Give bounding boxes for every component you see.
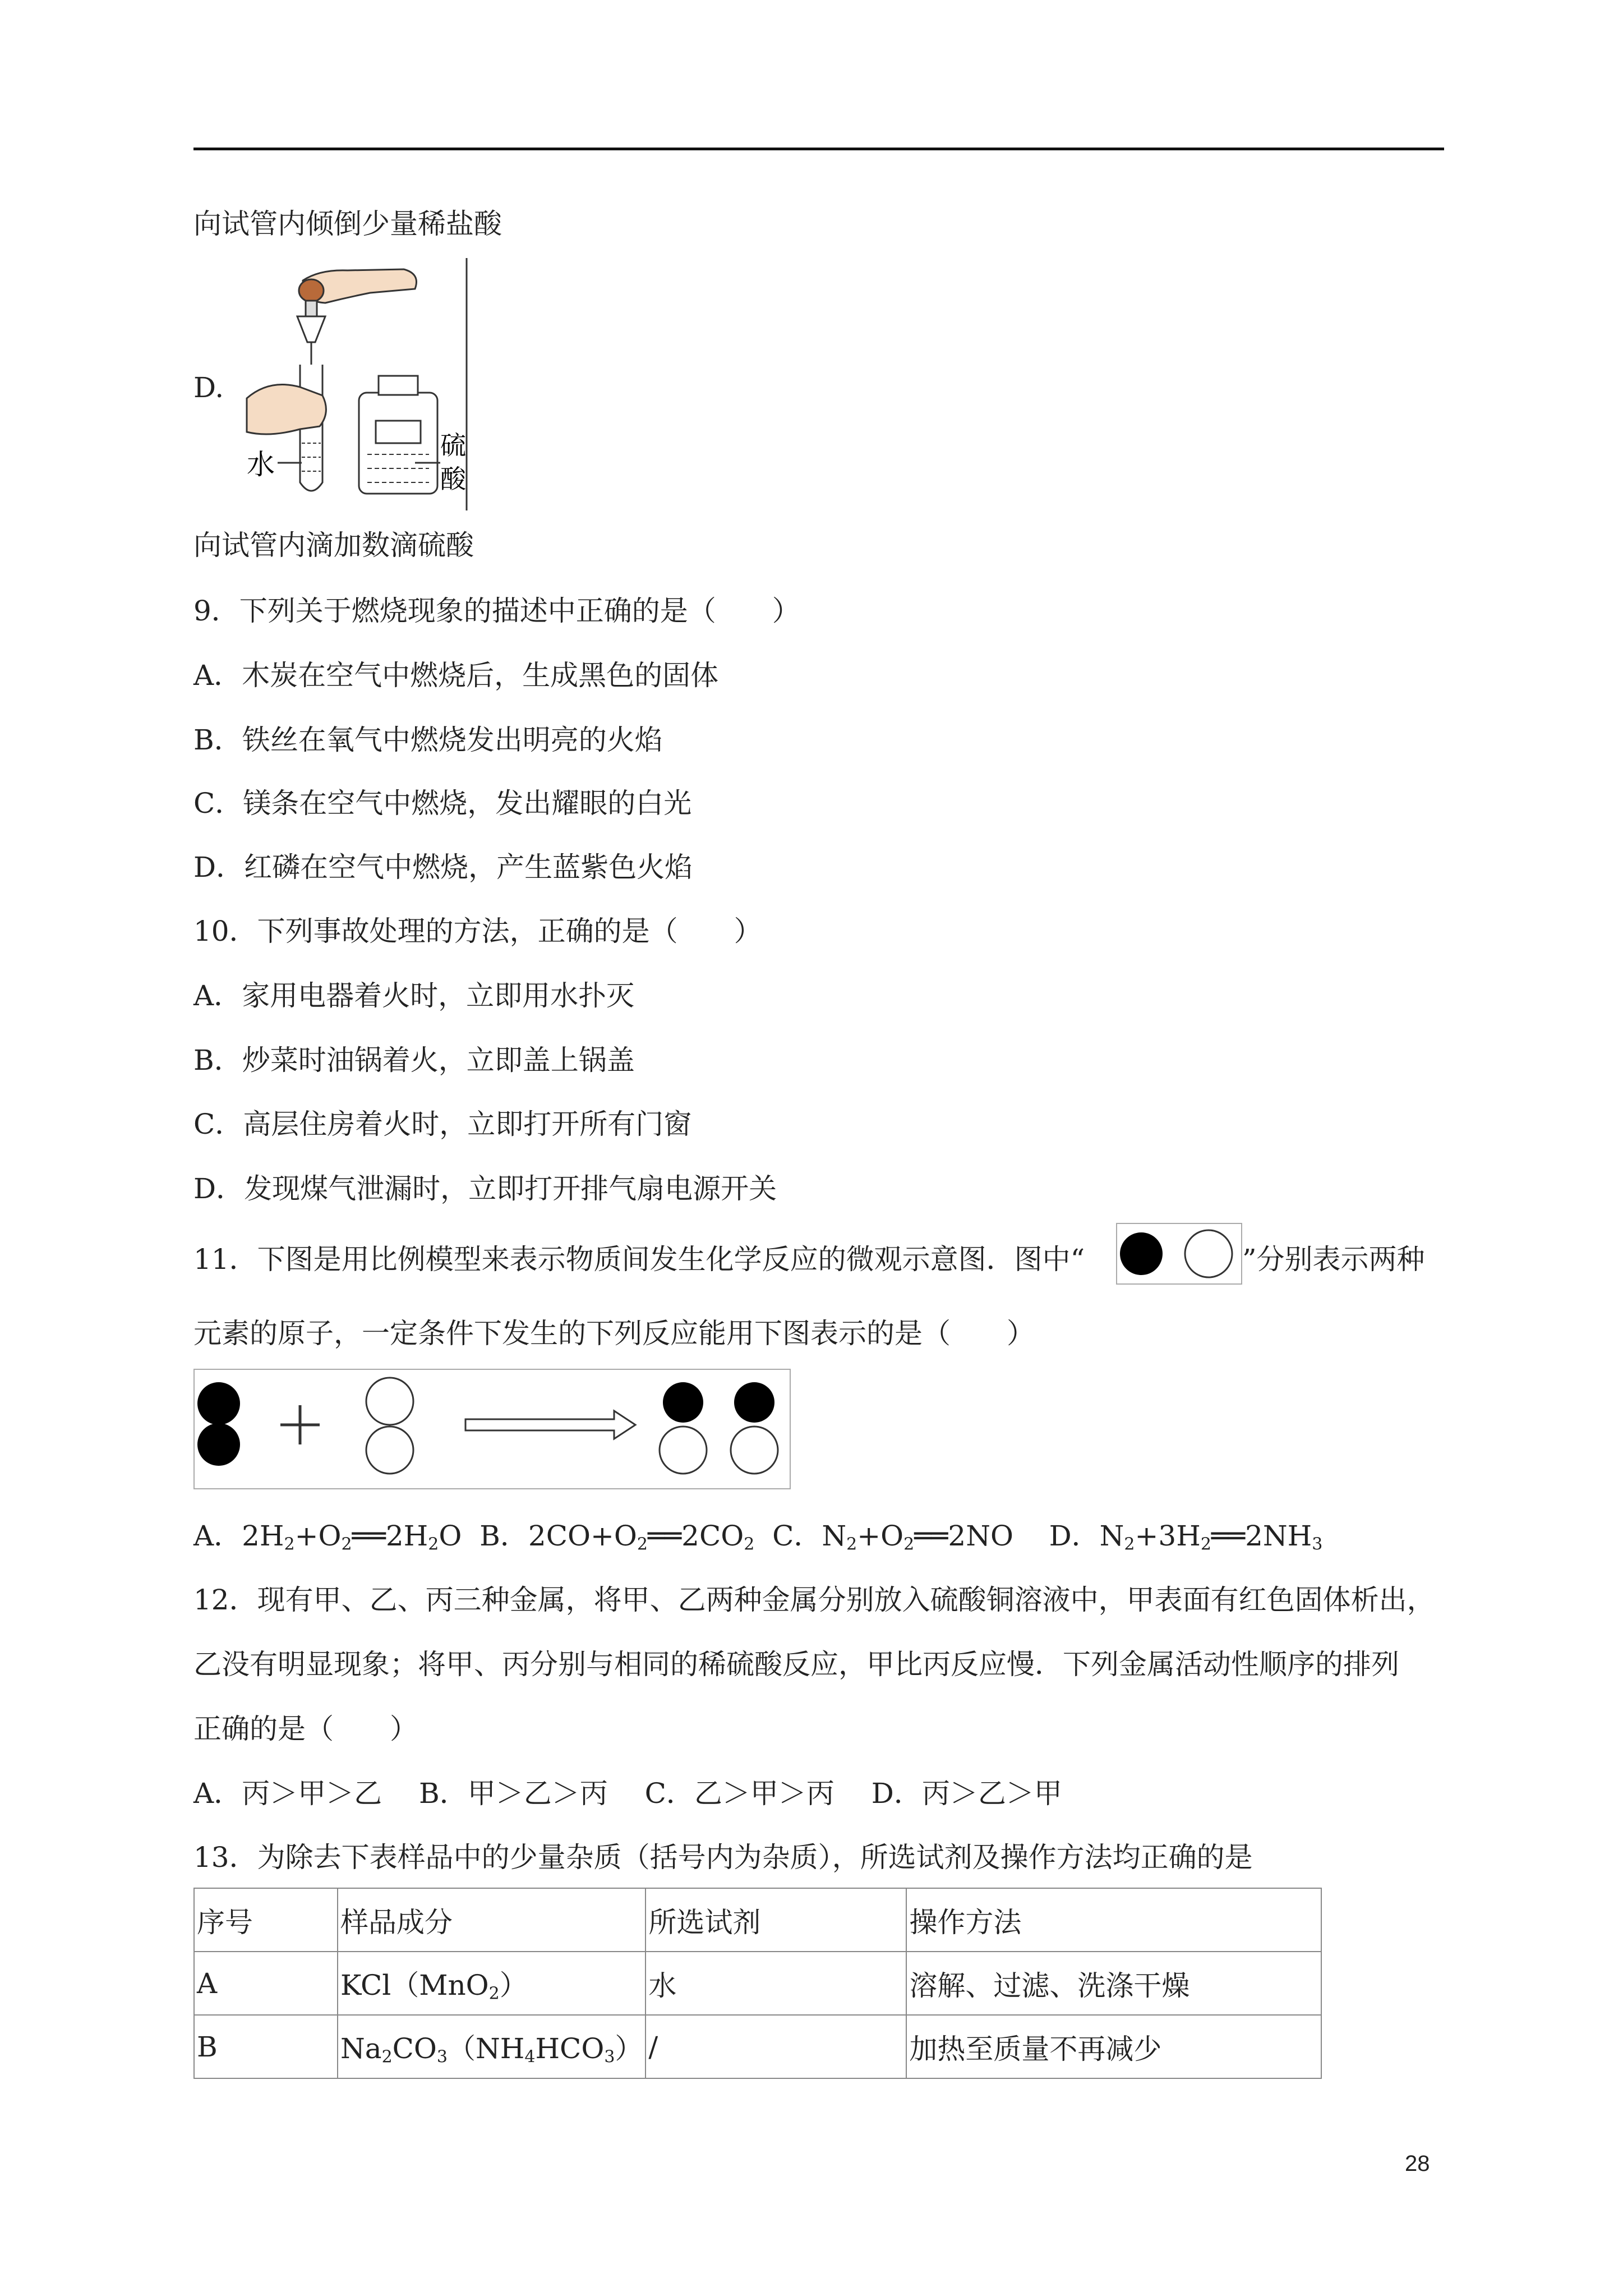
q10-option-a: A．家用电器着火时，立即用水扑灭 [193, 979, 635, 1012]
q12-line3: 正确的是（ ） [193, 1713, 418, 1745]
label-acid-1: 硫 [440, 430, 466, 461]
q8-option-d-label: D. [193, 371, 224, 404]
header-method: 操作方法 [906, 1888, 1321, 1952]
table-row [194, 1952, 1321, 2015]
white-atom-icon [1185, 1230, 1232, 1277]
reaction-model-figure [193, 1369, 791, 1489]
q10-stem: 10．下列事故处理的方法，正确的是（ ） [193, 915, 762, 947]
q10-option-b: B．炒菜时油锅着火，立即盖上锅盖 [193, 1044, 635, 1076]
label-water: 水 [247, 448, 275, 481]
q13-stem: 13．为除去下表样品中的少量杂质（括号内为杂质），所选试剂及操作方法均正确的是 [193, 1841, 1253, 1874]
row-b-sample: $Na_2CO_3(NH_4HCO_3)$ [338, 2015, 645, 2078]
caption-drop-sulfuric-acid: 向试管内滴加数滴硫酸 [193, 529, 474, 562]
table-row [194, 2015, 1321, 2078]
q9-stem: 9．下列关于燃烧现象的描述中正确的是（ ） [193, 595, 800, 627]
q9-option-c: C．镁条在空气中燃烧，发出耀眼的白光 [193, 787, 692, 820]
q9-option-d: D．红磷在空气中燃烧，产生蓝紫色火焰 [193, 851, 693, 884]
row-b-method: 加热至质量不再减少 [906, 2015, 1321, 2078]
black-atom-icon [1120, 1232, 1163, 1275]
page-number: 28 [1405, 2151, 1430, 2176]
q11-stem-line2: 元素的原子，一定条件下发生的下列反应能用下图表示的是（ ） [193, 1317, 1035, 1350]
dropper-test-tube-figure [236, 258, 471, 510]
q9-option-b: B．铁丝在氧气中燃烧发出明亮的火焰 [193, 724, 663, 756]
label-acid-2: 酸 [440, 464, 466, 494]
row-a-reagent: 水 [645, 1952, 906, 2015]
header-sample: 样品成分 [338, 1888, 645, 1952]
row-a-id: A [194, 1952, 338, 2015]
row-a-sample: KCl（MnO$_2$） [338, 1952, 645, 2015]
caption-pour-acid: 向试管内倾倒少量稀盐酸 [193, 208, 502, 240]
q10-option-c: C．高层住房着火时，立即打开所有门窗 [193, 1108, 692, 1140]
row-b-id: B [194, 2015, 338, 2078]
atom-legend-figure [1116, 1223, 1242, 1285]
table-header-row [194, 1888, 1321, 1952]
q9-option-a: A．木炭在空气中燃烧后，生成黑色的固体 [193, 659, 719, 692]
header-rule [193, 148, 1444, 150]
header-reagent: 所选试剂 [645, 1888, 906, 1952]
q12-options: A．丙＞甲＞乙 B．甲＞乙＞丙 C．乙＞甲＞丙 D．丙＞乙＞甲 [193, 1777, 1062, 1810]
row-a-method: 溶解、过滤、洗涤干燥 [906, 1952, 1321, 2015]
q11-stem-part2: ”分别表示两种 [1242, 1243, 1425, 1276]
q10-option-d: D．发现煤气泄漏时，立即打开排气扇电源开关 [193, 1172, 777, 1205]
q11-stem-part1: 11．下图是用比例模型来表示物质间发生化学反应的微观示意图．图中“ [193, 1243, 1085, 1276]
header-id: 序号 [194, 1888, 338, 1952]
q12-line1: 12．现有甲、乙、丙三种金属，将甲、乙两种金属分别放入硫酸铜溶液中，甲表面有红色固体析出， [193, 1584, 1435, 1616]
q13-table [193, 1888, 1322, 2079]
q12-line2: 乙没有明显现象；将甲、丙分别与相同的稀硫酸反应，甲比丙反应慢．下列金属活动性顺序的排列 [193, 1648, 1399, 1681]
q11-options: A．$2H_2+O_2══2H_2O$ B．$2CO+O_2══2CO_2$ C．$N_2+O_2══2NO$ D．$N_2+3H_2══2NH_3$ [193, 1520, 1323, 1554]
row-b-reagent: / [645, 2015, 906, 2078]
